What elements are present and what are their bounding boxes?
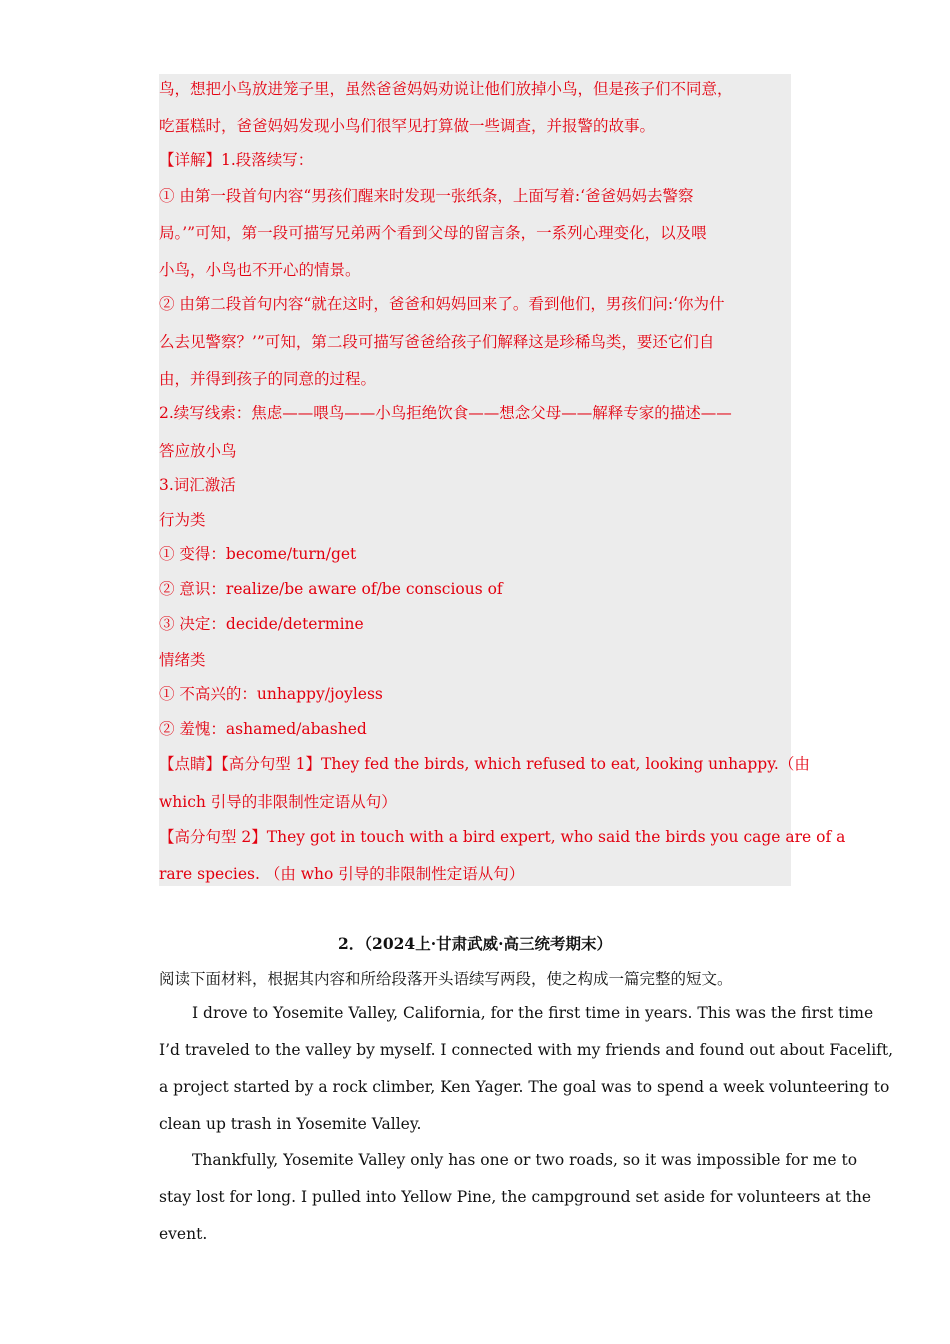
answer-line: 么去见警察？’”可知，第二段可描写爸爸给孩子们解释这是珍稀鸟类，要还它们自 [159, 333, 715, 351]
vocab-category: 情绪类 [159, 651, 206, 669]
question-title: 2．（2024上·甘肃武威·高三统考期末） [338, 934, 612, 953]
vocab-item: ② 意识：realize/be aware of/be conscious of [159, 580, 503, 598]
vocab-category: 行为类 [159, 511, 206, 529]
answer-line: 吃蛋糕时，爸爸妈妈发现小鸟们很罕见打算做一些调查，并报警的故事。 [159, 117, 656, 135]
answer-line: 由，并得到孩子的同意的过程。 [159, 370, 377, 388]
answer-line: 答应放小鸟 [159, 442, 237, 460]
passage-line: I’d traveled to the valley by myself. I connected with my friends and found out about Facelift, [159, 1041, 894, 1059]
vocab-heading: 3.词汇激活 [159, 476, 236, 494]
passage-line: clean up trash in Yosemite Valley. [159, 1115, 422, 1133]
answer-line: 2.续写线索：焦虑——喂鸟——小鸟拒绝饮食——想念父母——解释专家的描述—— [159, 404, 732, 422]
answer-line: 局。’”可知，第一段可描写兄弟两个看到父母的留言条，一系列心理变化，以及喂 [159, 224, 707, 242]
sentence-pattern: which 引导的非限制性定语从句） [159, 793, 397, 811]
passage-line: Thankfully, Yosemite Valley only has one or two roads, so it was impossible for me to [192, 1151, 858, 1169]
passage-line: a project started by a rock climber, Ken Yager. The goal was to spend a week volunteering to [159, 1078, 890, 1096]
answer-line: 小鸟，小鸟也不开心的情景。 [159, 261, 361, 279]
detail-heading: 【详解】1.段落续写： [159, 151, 314, 169]
passage-line: event. [159, 1225, 208, 1243]
vocab-item: ① 不高兴的：unhappy/joyless [159, 685, 383, 703]
answer-line: 鸟，想把小鸟放进笼子里，虽然爸爸妈妈劝说让他们放掉小鸟，但是孩子们不同意， [159, 80, 733, 98]
answer-explanation-block [159, 74, 846, 886]
passage-line: I drove to Yosemite Valley, California, for the first time in years. This was the first time [192, 1004, 874, 1022]
sentence-pattern: rare species. （由 who 引导的非限制性定语从句） [159, 865, 525, 883]
instruction-text: 阅读下面材料，根据其内容和所给段落开头语续写两段，使之构成一篇完整的短文。 [159, 970, 733, 988]
answer-line: ① 由第一段首句内容“男孩们醒来时发现一张纸条，上面写着:‘爸爸妈妈去警察 [159, 187, 694, 205]
sentence-pattern: 【高分句型 2】They got in touch with a bird expert, who said the birds you cage are of a [159, 828, 846, 846]
passage-line: stay lost for long. I pulled into Yellow Pine, the campground set aside for volunteers at the [159, 1188, 872, 1206]
vocab-item: ① 变得：become/turn/get [159, 545, 357, 563]
vocab-item: ② 羞愧：ashamed/abashed [159, 720, 367, 738]
answer-line: ② 由第二段首句内容“就在这时，爸爸和妈妈回来了。看到他们，男孩们问:‘你为什 [159, 295, 725, 313]
sentence-pattern: 【点睛】【高分句型 1】They fed the birds, which refused to eat, looking unhappy.（由 [159, 755, 810, 773]
vocab-item: ③ 决定：decide/determine [159, 615, 364, 633]
